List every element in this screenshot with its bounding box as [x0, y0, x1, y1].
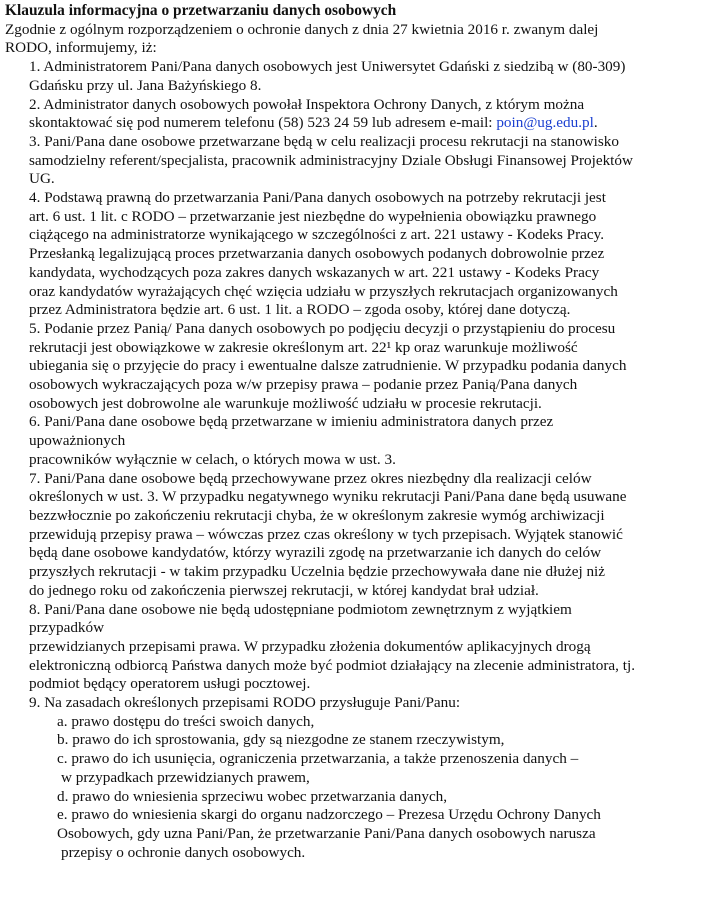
email-link[interactable]: poin@ug.edu.pl	[496, 114, 594, 132]
intro-line: RODO, informujemy, iż:	[5, 39, 157, 57]
rights-item-e-continued: przepisy o ochronie danych osobowych.	[61, 843, 306, 861]
clause-line: będą dane osobowe kandydatów, którzy wyrazili zgodę na przetwarzanie ich danych do celów	[29, 544, 602, 562]
rights-item-a: a. prawo dostępu do treści swoich danych,	[57, 712, 315, 730]
clause-line: przewidzianych przepisami prawa. W przypadku złożenia dokumentów aplikacyjnych drogą	[29, 637, 591, 655]
clause-line: Gdańsku przy ul. Jana Bażyńskiego 8.	[29, 76, 262, 94]
clause-line: 4. Podstawą prawną do przetwarzania Pani/Pana danych osobowych na potrzeby rekrutacji jest	[29, 189, 606, 207]
clause-4	[5, 189, 696, 320]
clause-line: upoważnionych	[29, 432, 126, 450]
clause-line: ciążącego na administratorze wynikającego w szczególności z art. 221 ustawy - Kodeks Pracy.	[29, 226, 605, 244]
clause-line: ubiegania się o przyjęcie do pracy i ewentualne dalsze zatrudnienie. W przypadku podania danych	[29, 357, 627, 375]
clause-line: osobowych jest dobrowolne ale warunkuje możliwość udziału w procesie rekrutacji.	[29, 394, 542, 412]
clause-text: .	[593, 114, 598, 132]
clause-9	[5, 694, 696, 862]
clause-line: przyszłych rekrutacji - w takim przypadku Uczelnia będzie przechowywała dane nie dłużej niż	[29, 563, 606, 581]
rights-item-d: d. prawo do wniesienia sprzeciwu wobec przetwarzania danych,	[57, 787, 448, 805]
clause-line: pracowników wyłącznie w celach, o których mowa w ust. 3.	[29, 450, 396, 468]
rights-item-e: e. prawo do wniesienia skargi do organu nadzorczego – Prezesa Urzędu Ochrony Danych	[57, 806, 601, 824]
clause-7	[5, 470, 696, 601]
clause-line: 8. Pani/Pana dane osobowe nie będą udostępniane podmiotom zewnętrznym z wyjątkiem	[29, 600, 572, 618]
clause-line: rekrutacji jest obowiązkowe w zakresie określonym art. 22¹ kp oraz warunkuje możliwość	[29, 338, 578, 356]
clause-line: 3. Pani/Pana dane osobowe przetwarzane będą w celu realizacji procesu rekrutacji na stanowisko	[29, 132, 619, 150]
clause-line: 6. Pani/Pana dane osobowe będą przetwarzane w imieniu administratora danych przez	[29, 413, 554, 431]
clause-line: 7. Pani/Pana dane osobowe będą przechowywane przez okres niezbędny dla realizacji celów	[29, 469, 592, 487]
clause-line: przypadków	[29, 619, 105, 637]
intro-line: Zgodnie z ogólnym rozporządzeniem o ochronie danych z dnia 27 kwietnia 2016 r. zwanym dalej	[5, 20, 599, 38]
clause-line: art. 6 ust. 1 lit. c RODO – przetwarzanie jest niezbędne do wypełnienia obowiązku prawnego	[29, 207, 597, 225]
clause-1	[5, 58, 696, 95]
rights-item-b: b. prawo do ich sprostowania, gdy są niezgodne ze stanem rzeczywistym,	[57, 731, 505, 749]
intro-paragraph	[5, 21, 696, 58]
clause-line: przewidują przepisy prawa – wówczas przez czas określony w tych przepisach. Wyjątek stanowić	[29, 525, 623, 543]
clause-line: samodzielny referent/specjalista, pracownik administracyjny Dziale Obsługi Finansowej Projektów	[29, 151, 633, 169]
clause-text: skontaktować się pod numerem telefonu (58) 523 24 59 lub adresem e-mail:	[29, 114, 497, 132]
clause-line: do jednego roku od zakończenia pierwszej rekrutacji, w której kandydat brał udział.	[29, 581, 539, 599]
clause-line: podmiot będący operatorem usługi pocztowej.	[29, 675, 311, 693]
clause-line: przez Administratora będzie art. 6 ust. 1 lit. a RODO – zgoda osoby, której dane dotyczą.	[29, 301, 571, 319]
rights-item-c: c. prawo do ich usunięcia, ograniczenia przetwarzania, a także przenoszenia danych –	[57, 750, 579, 768]
clause-line: 1. Administratorem Pani/Pana danych osobowych jest Uniwersytet Gdański z siedzibą w (80-309)	[29, 58, 626, 76]
clause-line: 5. Podanie przez Panią/ Pana danych osobowych po podjęciu decyzji o przystąpieniu do procesu	[29, 319, 616, 337]
rights-item-c-continued: w przypadkach przewidzianych prawem,	[61, 768, 310, 786]
clause-3	[5, 133, 696, 189]
clause-line: bezzwłocznie po zakończeniu rekrutacji chyba, że w określonym zakresie wymóg archiwizacji	[29, 506, 605, 524]
clause-line: Przesłanką legalizującą proces przetwarzania danych osobowych podanych dobrowolnie przez	[29, 245, 605, 263]
clause-line: osobowych wykraczających poza w/w przepisy prawa – podanie przez Panią/Pana danych	[29, 376, 578, 394]
rights-item-e-continued: Osobowych, gdy uzna Pani/Pan, że przetwarzanie Pani/Pana danych osobowych narusza	[57, 824, 596, 842]
clause-line: elektroniczną odbiorcą Państwa danych może być podmiot działający na zlecenie administratora, tj.	[29, 656, 635, 674]
clause-heading: 9. Na zasadach określonych przepisami RODO przysługuje Pani/Panu:	[29, 694, 461, 712]
clause-6	[5, 413, 696, 469]
clause-line: 2. Administrator danych osobowych powołał Inspektora Ochrony Danych, z którym można	[29, 95, 585, 113]
clause-line: oraz kandydatów wyrażających chęć wzięcia udziału w przyszłych rekrutacjach organizowanych	[29, 282, 618, 300]
clause-line: UG.	[29, 170, 55, 188]
clause-2	[5, 96, 696, 133]
clause-5	[5, 320, 696, 414]
clause-line: określonych w ust. 3. W przypadku negatywnego wyniku rekrutacji Pani/Pana dane będą usuwane	[29, 488, 627, 506]
clause-line: kandydata, wychodzących poza zakres danych wskazanych w art. 221 ustawy - Kodeks Pracy	[29, 263, 600, 281]
document-title: Klauzula informacyjna o przetwarzaniu danych osobowych	[5, 2, 397, 19]
clause-8	[5, 601, 696, 695]
clause-line	[29, 114, 696, 133]
